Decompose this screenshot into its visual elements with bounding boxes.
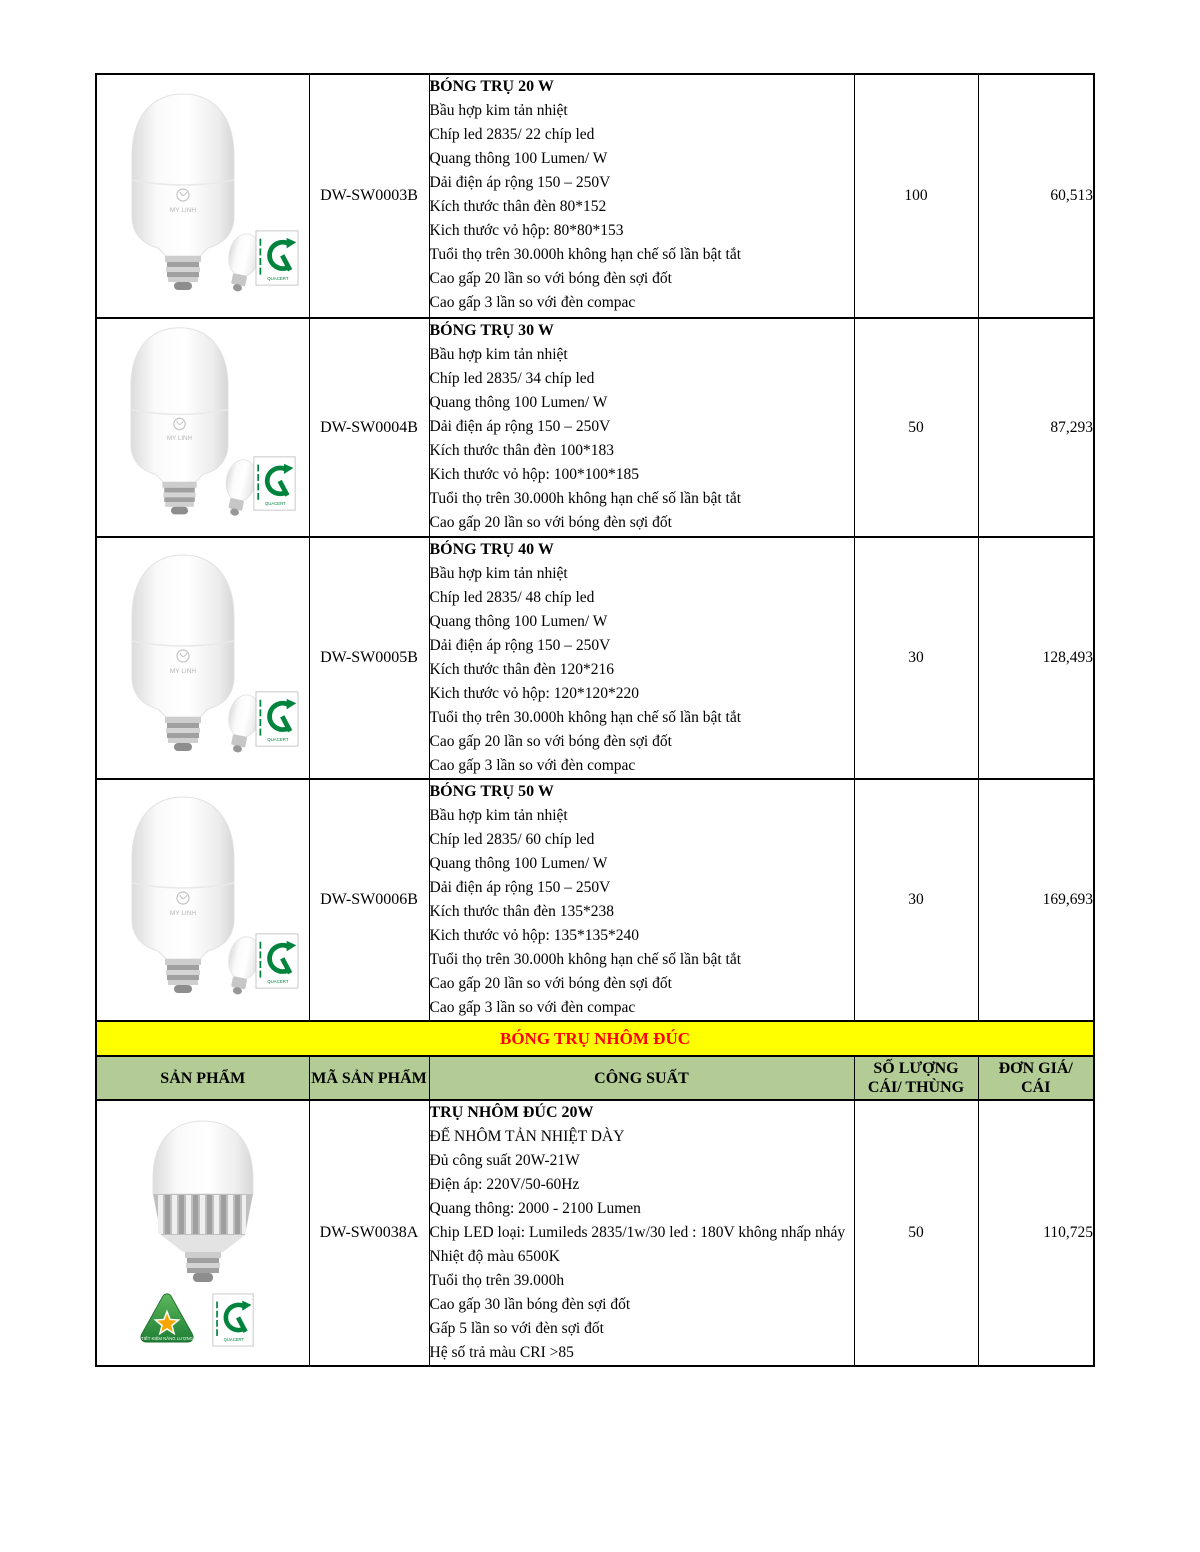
product-specs-body: Bầu hợp kim tản nhiệt Chíp led 2835/ 48 chíp led Quang thông 100 Lumen/ W Dải điện áp rộng 150 – 250V Kích thước thân đèn 120*216 Kich thước vỏ hộp: 120*120*220 Tuổi thọ trên 30.000h không hạn chế số lần bật tắt Cao gấp 20 lần so với bóng đèn sợi đốt Cao gấp 3 lần so với đèn compac <box>429 565 742 774</box>
product-image-cell <box>96 537 309 779</box>
column-header-product: SẢN PHẨM <box>96 1056 309 1100</box>
product-specs-title: BÓNG TRỤ 40 W <box>429 541 554 558</box>
cr-certification-icon <box>256 230 298 284</box>
column-header-power: CÔNG SUẤT <box>429 1056 854 1100</box>
product-specs-title: BÓNG TRỤ 50 W <box>429 783 554 800</box>
product-image-cell <box>96 1100 309 1366</box>
section-banner-label: BÓNG TRỤ NHÔM ĐÚC <box>96 1021 1094 1056</box>
product-price: 110,725 <box>978 1100 1094 1366</box>
product-quantity: 30 <box>854 537 978 779</box>
column-header-code: MÃ SẢN PHẨM <box>309 1056 429 1100</box>
table-header-row <box>96 1056 1094 1100</box>
table-row <box>96 1100 1094 1366</box>
column-header-price: ĐƠN GIÁ/ CÁI <box>978 1056 1094 1100</box>
product-code: DW-SW0038A <box>309 1100 429 1366</box>
cr-certification-icon <box>256 934 298 988</box>
product-photo <box>103 785 303 1010</box>
product-specs <box>429 779 854 1021</box>
product-specs-body: ĐẾ NHÔM TẢN NHIỆT DÀY Đủ công suất 20W-21W Điện áp: 220V/50-60Hz Quang thông: 2000 - 2100 Lumen Chip LED loại: Lumileds 2835/1w/30 led : 180V không nhấp nháy Nhiệt độ màu 6500K Tuổi thọ trên 39.000h Cao gấp 30 lần bóng đèn sợi đốt Gấp 5 lần so với đèn sợi đốt Hệ số trả màu CRI >85 <box>429 1128 846 1361</box>
led-bulb-image <box>132 797 234 993</box>
product-code: DW-SW0003B <box>309 74 429 318</box>
led-bulb-image <box>131 328 228 515</box>
product-photo <box>103 543 303 768</box>
led-bulb-image <box>132 94 234 290</box>
section-banner <box>96 1021 1094 1056</box>
product-photo <box>103 80 303 308</box>
product-code: DW-SW0005B <box>309 537 429 779</box>
led-bulb-image <box>132 555 234 751</box>
product-quantity: 30 <box>854 779 978 1021</box>
table-row <box>96 318 1094 537</box>
product-photo <box>108 1111 298 1351</box>
product-specs <box>429 537 854 779</box>
product-specs-title: BÓNG TRỤ 20 W <box>429 78 554 95</box>
cr-certification-icon <box>256 692 298 746</box>
aluminum-led-bulb-image <box>153 1121 253 1282</box>
product-quantity: 50 <box>854 318 978 537</box>
product-specs-title: TRỤ NHÔM ĐÚC 20W <box>429 1104 594 1121</box>
product-specs-body: Bầu hợp kim tản nhiệt Chíp led 2835/ 22 chíp led Quang thông 100 Lumen/ W Dải điện áp rộng 150 – 250V Kích thước thân đèn 80*152 Kich thước vỏ hộp: 80*80*153 Tuổi thọ trên 30.000h không hạn chế số lần bật tắt Cao gấp 20 lần so với bóng đèn sợi đốt Cao gấp 3 lần so với đèn compac <box>429 102 742 311</box>
product-code: DW-SW0006B <box>309 779 429 1021</box>
column-header-quantity: SỐ LƯỢNG CÁI/ THÙNG <box>854 1056 978 1100</box>
product-specs-body: Bầu hợp kim tản nhiệt Chíp led 2835/ 60 chíp led Quang thông 100 Lumen/ W Dải điện áp rộng 150 – 250V Kích thước thân đèn 135*238 Kich thước vỏ hộp: 135*135*240 Tuổi thọ trên 30.000h không hạn chế số lần bật tắt Cao gấp 20 lần so với bóng đèn sợi đốt Cao gấp 3 lần so với đèn compac <box>429 807 742 1016</box>
product-specs <box>429 74 854 318</box>
energy-saving-icon <box>141 1293 194 1341</box>
product-specs <box>429 318 854 537</box>
product-specs <box>429 1100 854 1366</box>
product-specs-body: Bầu hợp kim tản nhiệt Chíp led 2835/ 34 chíp led Quang thông 100 Lumen/ W Dải điện áp rộng 150 – 250V Kích thước thân đèn 100*183 Kich thước vỏ hộp: 100*100*185 Tuổi thọ trên 30.000h không hạn chế số lần bật tắt Cao gấp 20 lần so với bóng đèn sợi đốt <box>429 346 742 531</box>
product-specs-title: BÓNG TRỤ 30 W <box>429 322 554 339</box>
product-price: 87,293 <box>978 318 1094 537</box>
table-row <box>96 74 1094 318</box>
product-price: 60,513 <box>978 74 1094 318</box>
product-image-cell <box>96 779 309 1021</box>
cr-certification-icon <box>254 457 295 510</box>
product-quantity: 50 <box>854 1100 978 1366</box>
product-price: 169,693 <box>978 779 1094 1021</box>
cr-certification-icon <box>213 1293 253 1345</box>
product-price: 128,493 <box>978 537 1094 779</box>
product-image-cell <box>96 74 309 318</box>
table-row <box>96 537 1094 779</box>
product-table <box>95 73 1095 1367</box>
product-code: DW-SW0004B <box>309 318 429 537</box>
product-photo <box>103 320 303 530</box>
product-quantity: 100 <box>854 74 978 318</box>
product-image-cell <box>96 318 309 537</box>
table-row <box>96 779 1094 1021</box>
